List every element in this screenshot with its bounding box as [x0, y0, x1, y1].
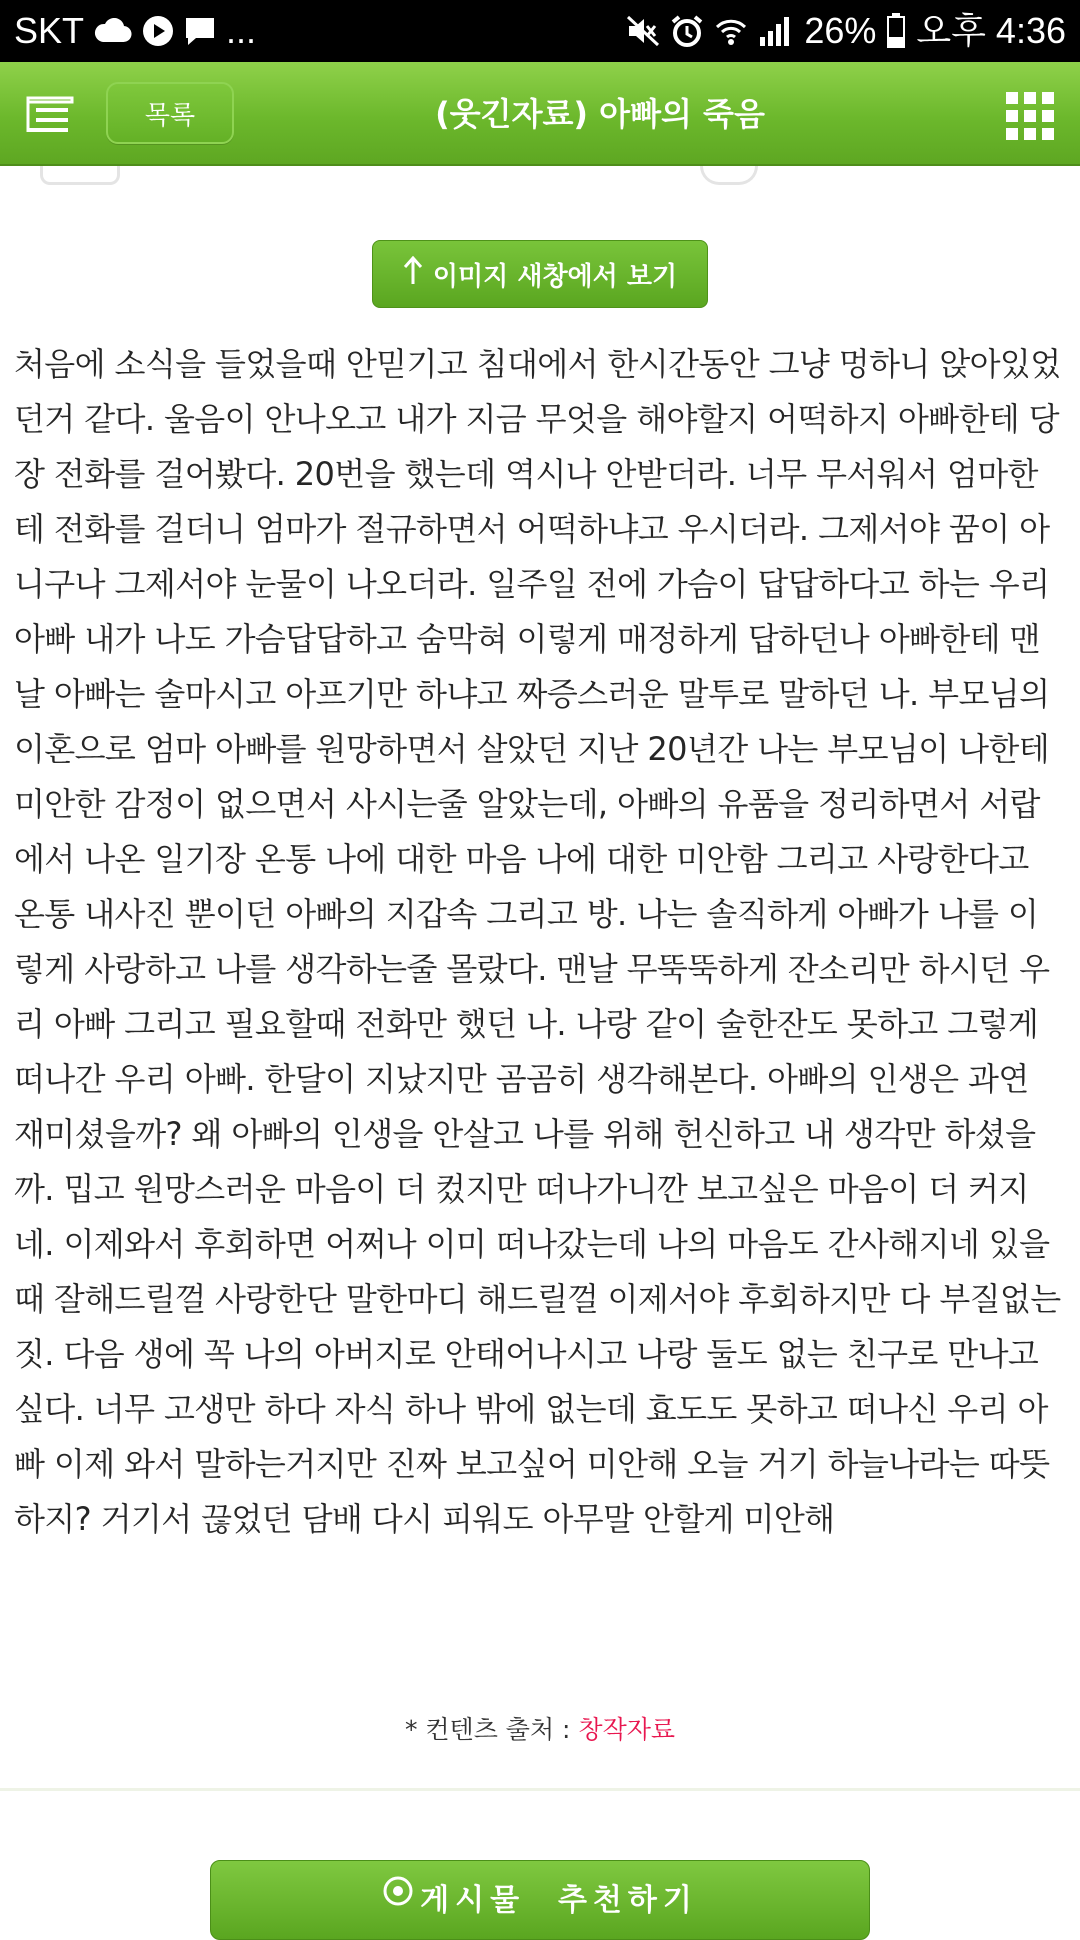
image-remnant-left [40, 166, 120, 185]
carrier-label: SKT [14, 10, 85, 51]
battery-icon [886, 13, 906, 49]
clock: 오후 4:36 [916, 10, 1066, 51]
source-link[interactable]: 창작자료 [578, 1715, 676, 1744]
status-bar [0, 0, 1080, 62]
chat-icon [184, 16, 216, 46]
divider [0, 1788, 1080, 1791]
image-remnant-right [700, 166, 758, 185]
recommend-post-button[interactable] [210, 1860, 870, 1940]
app-header [0, 62, 1080, 166]
status-right [626, 10, 1066, 51]
view-image-new-window-button[interactable] [372, 240, 708, 308]
grid-icon[interactable] [1006, 92, 1054, 140]
recommend-label: 게시물 추천하기 [420, 1883, 698, 1918]
article-body: 처음에 소식을 들었을때 안믿기고 침대에서 한시간동안 그냥 멍하니 앉아있었던거 같다. 울음이 안나오고 내가 지금 무엇을 해야할지 어떡하지 아빠한테 당장 전화를 걸어봤다. 20번을 했는데 역시나 안받더라. 너무 무서워서 엄마한테 전화를 걸더니 엄마가 절규하면서 어떡하냐고 우시더라. 그제서야 꿈이 아니구나 그제서야 눈물이 나오더라. 일주일 전에 가슴이 답답하다고 하는 우리아빠 내가 나도 가슴답답하고 숨막혀 이렇게 매정하게 답하던나 아빠한테 맨날 아빠는 술마시고 아프기만 하냐고 짜증스러운 말투로 말하던 나. 부모님의 이혼으로 엄마 아빠를 원망하면서 살았던 지난 20년간 나는 부모님이 나한테 미안한 감정이 없으면서 사시는줄 알았는데, 아빠의 유품을 정리하면서 서랍에서 나온 일기장 온통 나에 대한 마음 나에 대한 미안함 그리고 사랑한다고 온통 내사진 뿐이던 아빠의 지갑속 그리고 방. 나는 솔직하게 아빠가 나를 이렇게 사랑하고 나를 생각하는줄 몰랐다. 맨날 무뚝뚝하게 잔소리만 하시던 우리 아빠 그리고 필요할때 전화만 했던 나. 나랑 같이 술한잔도 못하고 그렇게 떠나간 우리 아빠. 한달이 지났지만 곰곰히 생각해본다. 아빠의 인생은 과연 재미셨을까? 왜 아빠의 인생을 안살고 나를 위해 헌신하고 내 생각만 하셨을까. 밉고 원망스러운 마음이 더 컸지만 떠나가니깐 보고싶은 마음이 더 커지네. 이제와서 후회하면 어쩌나 이미 떠나갔는데 나의 마음도 간사해지네 있을때 잘해드릴껄 사랑한단 말한마디 해드릴껄 이제서야 후회하지만 다 부질없는 짓. 다음 생에 꼭 나의 아버지로 안태어나시고 나랑 둘도 없는 친구로 만나고 싶다. 너무 고생만 하다 자식 하나 밖에 없는데 효도도 못하고 떠나신 우리 아빠 이제 와서 말하는거지만 진짜 보고싶어 미안해 오늘 거기 하늘나라는 따뜻하지? 거기서 끊었던 담배 다시 피워도 아무말 안할게 미안해 [14, 345, 1061, 1538]
play-icon [142, 15, 174, 47]
source-prefix: * 컨텐츠 출처 : [404, 1715, 579, 1744]
wifi-icon [714, 15, 748, 47]
list-button[interactable]: 목록 [106, 82, 234, 144]
content-source [0, 1710, 1080, 1746]
status-left [14, 10, 257, 51]
battery-percent: 26% [804, 10, 877, 51]
mute-icon [626, 15, 660, 47]
menu-list-icon[interactable] [22, 86, 78, 142]
signal-icon [758, 15, 794, 47]
arrow-up-icon [403, 256, 423, 293]
target-icon [382, 1875, 414, 1915]
more-notifications: ... [226, 10, 257, 51]
view-image-label: 이미지 새창에서 보기 [432, 261, 678, 292]
alarm-icon [670, 14, 704, 48]
cloud-icon [94, 18, 132, 44]
page-title: (웃긴자료) 아빠의 죽음 [435, 95, 765, 133]
